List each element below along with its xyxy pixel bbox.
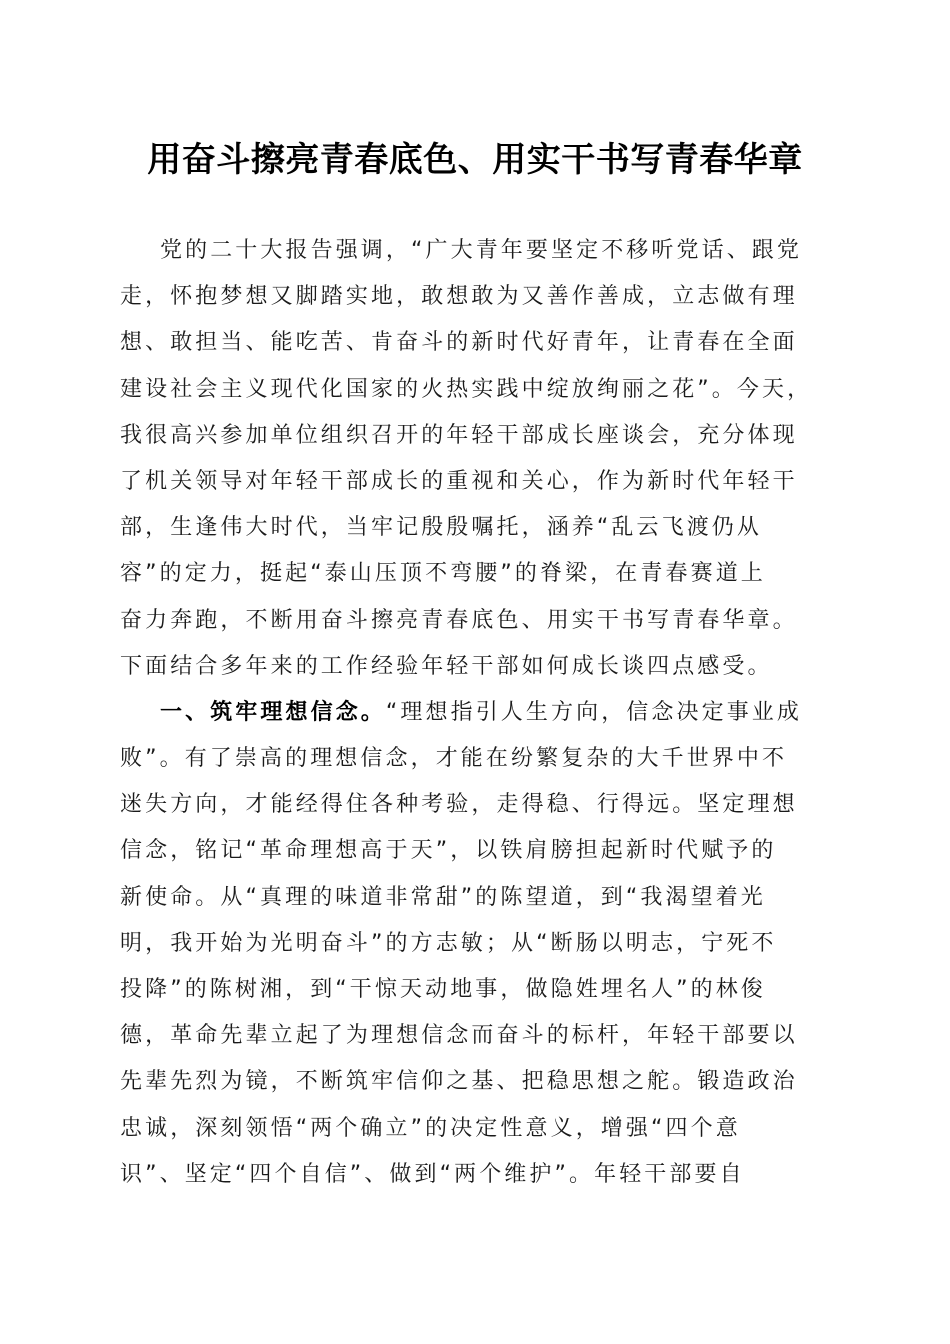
paragraph-line: 败”。有了崇高的理想信念，才能在纷繁复杂的大千世界中不 [120,746,788,772]
paragraph-line: 了机关领导对年轻干部成长的重视和关心，作为新时代年轻干 [120,468,798,494]
paragraph-line: 信念，铭记“革命理想高于天”，以铁肩膀担起新时代赋予的 [120,838,777,864]
paragraph-line: 识”、坚定“四个自信”、做到“两个维护”。年轻干部要自 [120,1161,745,1187]
paragraph-line: 德，革命先辈立起了为理想信念而奋斗的标杆，年轻干部要以 [120,1023,798,1049]
paragraph-line: 建设社会主义现代化国家的火热实践中绽放绚丽之花”。今天， [120,376,813,402]
paragraph-line: 先辈先烈为镜，不断筑牢信仰之基、把稳思想之舵。锻造政治 [120,1069,798,1095]
section-heading-line: 一、筑牢理想信念。“理想指引人生方向，信念决定事业成 [160,699,803,725]
paragraph-line: 下面结合多年来的工作经验年轻干部如何成长谈四点感受。 [120,653,773,679]
document-body [120,228,826,1198]
paragraph-line: 奋力奔跑，不断用奋斗擦亮青春底色、用实干书写青春华章。 [120,607,798,633]
document-title: 用奋斗擦亮青春底色、用实干书写青春华章 [147,140,803,180]
paragraph-line: 新使命。从“真理的味道非常甜”的陈望道，到“我渴望着光 [120,884,766,910]
section-heading: 一、筑牢理想信念。 [160,699,386,725]
paragraph-line: 明，我开始为光明奋斗”的方志敏；从“断肠以明志，宁死不 [120,930,777,956]
paragraph-line: 党的二十大报告强调，“广大青年要坚定不移听党话、跟党 [160,238,802,263]
paragraph-line: 部，生逢伟大时代，当牢记殷殷嘱托，涵养“乱云飞渡仍从 [120,515,762,541]
paragraph-line: 迷失方向，才能经得住各种考验，走得稳、行得远。坚定理想 [120,792,798,818]
paragraph-line: 我很高兴参加单位组织召开的年轻干部成长座谈会，充分体现 [120,422,798,448]
paragraph-line: 走，怀抱梦想又脚踏实地，敢想敢为又善作善成，立志做有理 [120,284,798,310]
paragraph-line: 投降”的陈树湘，到“干惊天动地事，做隐姓埋名人”的林俊 [120,977,766,1002]
paragraph-line: 想、敢担当、能吃苦、肯奋斗的新时代好青年，让青春在全面 [120,330,798,356]
paragraph-line: 忠诚，深刻领悟“两个确立”的决定性意义，增强“四个意 [120,1115,741,1141]
paragraph-line: 容”的定力，挺起“泰山压顶不弯腰”的脊梁，在青春赛道上 [120,561,766,587]
